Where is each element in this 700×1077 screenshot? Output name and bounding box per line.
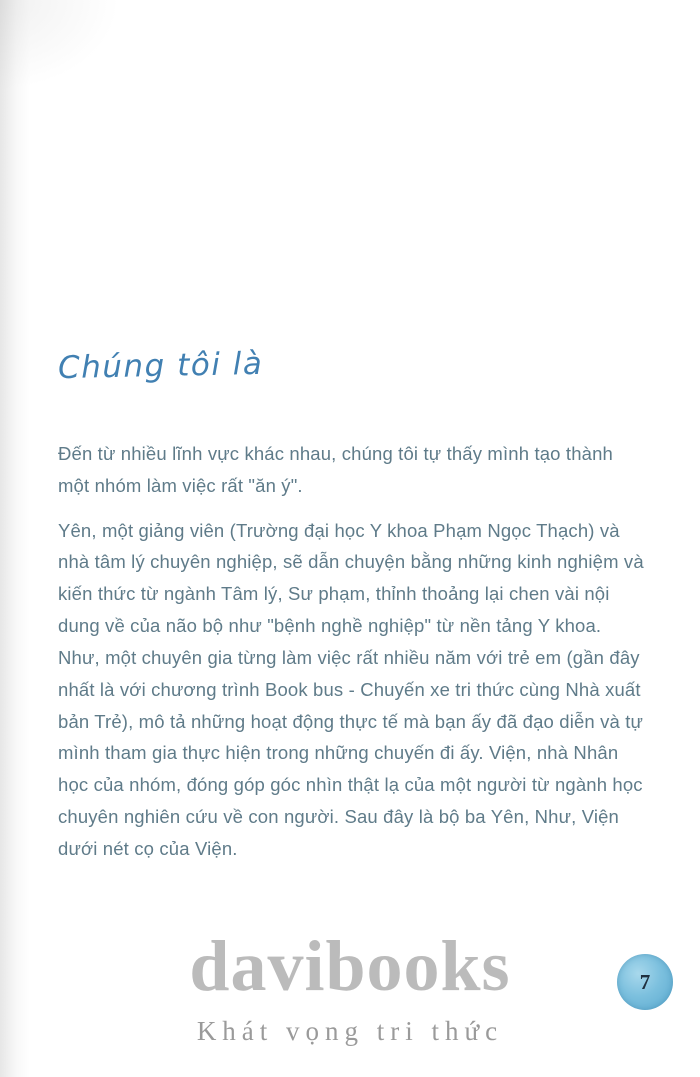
paragraph: Đến từ nhiều lĩnh vực khác nhau, chúng tôi tự thấy mình tạo thành một nhóm làm việc rất "ăn ý". — [58, 443, 613, 496]
page-corner-shade — [0, 0, 120, 90]
watermark-title: davibooks — [189, 926, 511, 1006]
page-number-badge — [617, 954, 673, 1010]
watermark-subtitle: Khát vọng tri thức — [196, 1016, 504, 1046]
page-number: 7 — [639, 969, 651, 994]
publisher-watermark — [0, 926, 700, 1047]
chapter-heading: Chúng tôi là — [57, 345, 264, 387]
paragraph: Yên, một giảng viên (Trường đại học Y khoa Phạm Ngọc Thạch) và nhà tâm lý chuyên nghiệp, sẽ dẫn chuyện bằng những kinh nghiệm và kiến thức từ ngành Tâm lý, Sư phạm, thỉnh thoảng lại chen vài nội dung về của não bộ như "bệnh nghề nghiệp" từ nền tảng Y khoa. Như, một chuyên gia từng làm việc rất nhiều năm với trẻ em (gần đây nhất là với chương trình Book bus - Chuyến xe tri thức cùng Nhà xuất bản Trẻ), mô tả những hoạt động thực tế mà bạn ấy đã đạo diễn và tự mình tham gia thực hiện trong những chuyến đi ấy. Viện, nhà Nhân học của nhóm, đóng góp góc nhìn thật lạ của một người từ ngành học chuyên nghiên cứu về con người. Sau đây là bộ ba Yên, Như, Viện dưới nét cọ của Viện. — [58, 519, 644, 859]
body-text — [58, 438, 644, 878]
page-edge-shadow — [0, 0, 30, 1077]
